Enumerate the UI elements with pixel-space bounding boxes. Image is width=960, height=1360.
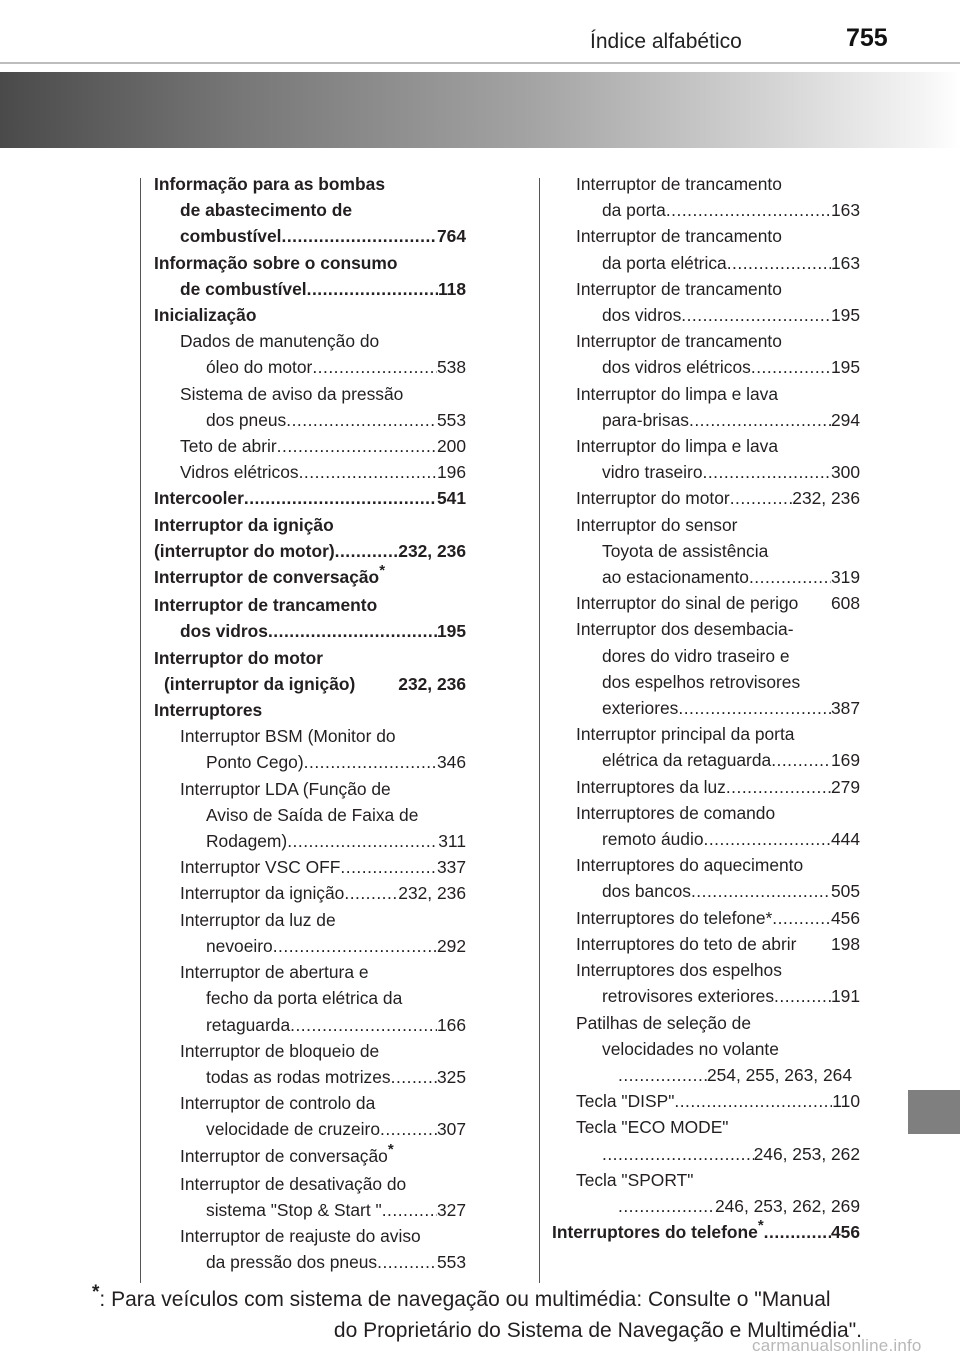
entry-text: de combustível xyxy=(180,278,307,299)
index-subentry xyxy=(576,1141,860,1167)
leader-dots xyxy=(290,1012,437,1038)
entry-text: vidro traseiro xyxy=(602,462,703,483)
index-subentry xyxy=(154,459,466,485)
entry-text: remoto áudio xyxy=(602,829,704,850)
entry-page: 254, 255, 263, 264 xyxy=(706,1064,852,1085)
index-entry: Interruptores xyxy=(154,700,263,721)
index-subentry xyxy=(576,459,860,485)
entry-page: 456 xyxy=(830,907,860,928)
entry-text: nevoeiro xyxy=(206,935,273,956)
index-subentry xyxy=(154,749,466,775)
entry-page: 319 xyxy=(830,567,860,588)
entry-text: Ponto Cego) xyxy=(206,752,304,773)
entry-page: 198 xyxy=(830,933,860,954)
entry-page: 307 xyxy=(436,1119,466,1140)
index-subentry xyxy=(576,197,860,223)
index-subentry xyxy=(576,931,860,957)
entry-text: (interruptor da ignição) xyxy=(164,673,356,694)
index-subentry: Interruptor de trancamento xyxy=(576,331,782,352)
footnote xyxy=(92,1282,862,1346)
entry-text: dos vidros xyxy=(602,305,682,326)
index-subentry: Patilhas de seleção de xyxy=(576,1012,751,1033)
entry-page: 195 xyxy=(830,357,860,378)
index-subentry xyxy=(154,433,466,459)
entry-page: 232, 236 xyxy=(792,488,860,509)
entry-text: Interruptores do teto de abrir xyxy=(576,933,797,954)
index-subentry xyxy=(576,590,860,616)
entry-text: (interruptor do motor) xyxy=(154,540,335,561)
index-subentry xyxy=(576,905,860,931)
index-subentry xyxy=(576,250,860,276)
entry-page: 200 xyxy=(436,436,466,457)
index-subentry xyxy=(154,354,466,380)
index-subentry: Interruptor de reajuste do aviso xyxy=(180,1226,421,1247)
footnote-marker: * xyxy=(757,1217,764,1235)
index-subentry: Interruptor de bloqueio de xyxy=(180,1040,380,1061)
leader-dots xyxy=(307,276,438,302)
index-subentry xyxy=(576,1062,860,1088)
leader-dots xyxy=(340,854,437,880)
leader-dots xyxy=(704,826,831,852)
entry-page: 196 xyxy=(436,462,466,483)
entry-page: 294 xyxy=(830,409,860,430)
leader-dots xyxy=(726,774,831,800)
index-entry: Informação para as bombas xyxy=(154,174,385,194)
leader-dots xyxy=(268,618,437,644)
entry-page: 608 xyxy=(830,593,860,614)
index-entry xyxy=(154,485,466,511)
entry-text: retrovisores exteriores xyxy=(602,986,775,1007)
leader-dots xyxy=(277,433,437,459)
index-subentry xyxy=(576,878,860,904)
running-header-title: Índice alfabético xyxy=(590,30,742,53)
index-subentry: Interruptor principal da porta xyxy=(576,724,795,745)
index-subentry xyxy=(576,564,860,590)
leader-dots xyxy=(751,354,831,380)
page-number: 755 xyxy=(846,24,888,52)
leader-dots xyxy=(244,485,437,511)
entry-page: 311 xyxy=(438,831,466,852)
index-subentry: Interruptores do aquecimento xyxy=(576,855,804,876)
entry-page: 279 xyxy=(830,776,860,797)
index-subentry: Tecla "ECO MODE" xyxy=(576,1117,729,1138)
column-rule-left xyxy=(140,178,141,1283)
leader-dots xyxy=(796,931,831,957)
index-subentry xyxy=(576,1088,860,1114)
entry-text: Interruptor de conversação xyxy=(154,567,380,588)
entry-text: exteriores xyxy=(602,698,679,719)
leader-dots xyxy=(335,538,399,564)
watermark: carmanualsonline.info xyxy=(752,1336,922,1355)
leader-dots xyxy=(380,1116,437,1142)
entry-text: Interruptores do telefone* xyxy=(576,907,773,928)
entry-page: 764 xyxy=(436,226,466,247)
entry-page: 232, 236 xyxy=(398,673,466,694)
index-entry xyxy=(154,618,466,644)
leader-dots xyxy=(681,302,831,328)
footnote-marker: * xyxy=(387,1140,394,1158)
leader-dots xyxy=(749,564,831,590)
index-subentry xyxy=(154,828,466,854)
entry-text: dos bancos xyxy=(602,881,691,902)
index-subentry xyxy=(576,983,860,1009)
entry-page: 232, 236 xyxy=(398,540,466,561)
leader-dots xyxy=(772,905,831,931)
entry-text: da pressão dos pneus xyxy=(206,1252,378,1273)
index-subentry xyxy=(576,302,860,328)
index-subentry: Interruptor LDA (Função de xyxy=(180,778,391,799)
entry-page: 232, 236 xyxy=(398,883,466,904)
index-subentry xyxy=(154,880,466,906)
index-subentry: Interruptor do limpa e lava xyxy=(576,436,779,457)
leader-dots xyxy=(391,1064,437,1090)
index-entry xyxy=(154,538,466,564)
entry-text: todas as rodas motrizes xyxy=(206,1066,391,1087)
entry-text: sistema "Stop & Start " xyxy=(206,1199,382,1220)
entry-text: Interruptor de conversação xyxy=(180,1145,388,1166)
leader-dots xyxy=(382,1197,437,1223)
entry-text: da porta xyxy=(602,200,666,221)
index-subentry xyxy=(576,354,860,380)
index-subentry xyxy=(154,1197,466,1223)
index-entry xyxy=(154,223,466,249)
entry-page: 505 xyxy=(830,881,860,902)
leader-dots xyxy=(771,747,831,773)
index-subentry: Interruptores de comando xyxy=(576,802,776,823)
footnote-marker: * xyxy=(92,1282,100,1303)
entry-text: Teto de abrir xyxy=(180,436,277,457)
entry-page: 346 xyxy=(436,752,466,773)
index-subentry: fecho da porta elétrica da xyxy=(206,988,403,1009)
leader-dots xyxy=(602,1141,754,1167)
entry-page: 195 xyxy=(830,305,860,326)
header-rule xyxy=(0,62,960,64)
index-entry: Interruptor do motor xyxy=(154,647,324,668)
leader-dots xyxy=(689,407,831,433)
index-subentry: Toyota de assistência xyxy=(602,540,769,561)
entry-page: 456 xyxy=(830,1222,860,1243)
entry-page: 292 xyxy=(436,935,466,956)
entry-page: 327 xyxy=(436,1199,466,1220)
index-entry: Inicialização xyxy=(154,305,257,326)
index-subentry: dos espelhos retrovisores xyxy=(602,671,801,692)
entry-text: dos vidros elétricos xyxy=(602,357,751,378)
leader-dots xyxy=(304,749,437,775)
index-subentry: Interruptor de controlo da xyxy=(180,1093,376,1114)
index-subentry: Sistema de aviso da pressão xyxy=(180,383,404,404)
index-subentry: Interruptor do limpa e lava xyxy=(576,383,779,404)
entry-page: 553 xyxy=(436,1252,466,1273)
leader-dots xyxy=(666,197,831,223)
index-subentry xyxy=(154,407,466,433)
index-subentry xyxy=(154,1249,466,1275)
entry-text: dos vidros xyxy=(180,621,268,642)
index-subentry: Interruptor de desativação do xyxy=(180,1173,407,1194)
entry-text: elétrica da retaguarda xyxy=(602,750,772,771)
leader-dots xyxy=(618,1062,707,1088)
entry-text: dos pneus xyxy=(206,409,287,430)
index-subentry xyxy=(154,1012,466,1038)
leader-dots xyxy=(287,828,438,854)
entry-page: 325 xyxy=(436,1066,466,1087)
leader-dots xyxy=(273,933,437,959)
entry-page: 387 xyxy=(830,698,860,719)
entry-text: da porta elétrica xyxy=(602,252,727,273)
section-banner xyxy=(0,72,960,148)
index-entry: Informação sobre o consumo xyxy=(154,252,398,273)
entry-text: Interruptor da ignição xyxy=(180,883,345,904)
entry-text: Interruptores da luz xyxy=(576,776,726,797)
footnote-line-2: do Proprietário do Sistema de Navegação e Multimédia". xyxy=(333,1319,862,1342)
entry-page: 110 xyxy=(832,1091,860,1112)
leader-dots xyxy=(312,354,437,380)
index-entry xyxy=(154,276,466,302)
entry-page: 118 xyxy=(437,278,466,299)
index-subentry: Interruptor dos desembacia- xyxy=(576,619,794,640)
index-subentry xyxy=(576,485,860,511)
entry-text: Rodagem) xyxy=(206,831,288,852)
entry-text: velocidade de cruzeiro xyxy=(206,1119,381,1140)
index-subentry: Interruptores dos espelhos xyxy=(576,960,782,981)
index-entry: de abastecimento de xyxy=(180,200,353,221)
entry-page: 444 xyxy=(830,829,860,850)
footnote-line-1: : Para veículos com sistema de navegação ou multimédia: Consulte o "Manual xyxy=(99,1288,831,1311)
index-subentry xyxy=(154,1064,466,1090)
index-subentry: Interruptor de trancamento xyxy=(576,278,782,299)
index-subentry xyxy=(576,1193,860,1219)
index-entry xyxy=(154,564,466,592)
leader-dots xyxy=(299,459,437,485)
leader-dots xyxy=(774,983,831,1009)
index-subentry xyxy=(154,933,466,959)
index-subentry xyxy=(576,747,860,773)
entry-page: 195 xyxy=(436,621,466,642)
leader-dots xyxy=(377,1249,437,1275)
index-subentry: Interruptor do sensor xyxy=(576,514,738,535)
leader-dots xyxy=(344,880,398,906)
leader-dots xyxy=(691,878,831,904)
leader-dots xyxy=(286,407,437,433)
index-entry: Interruptor da ignição xyxy=(154,514,334,535)
entry-page: 246, 253, 262, 269 xyxy=(714,1195,860,1216)
index-subentry: Aviso de Saída de Faixa de xyxy=(206,804,419,825)
index-subentry: Dados de manutenção do xyxy=(180,331,380,352)
entry-page: 538 xyxy=(436,357,466,378)
index-subentry xyxy=(576,695,860,721)
entry-page: 553 xyxy=(436,409,466,430)
leader-dots xyxy=(730,485,793,511)
index-entry: Interruptor de trancamento xyxy=(154,595,378,616)
entry-page: 169 xyxy=(830,750,860,771)
index-subentry: Interruptor de trancamento xyxy=(576,174,782,194)
entry-text: ao estacionamento xyxy=(602,567,749,588)
index-subentry: dores do vidro traseiro e xyxy=(602,645,790,666)
entry-page: 191 xyxy=(830,986,860,1007)
index-subentry: Interruptor BSM (Monitor do xyxy=(180,726,396,747)
index-subentry: Interruptor da luz de xyxy=(180,909,336,930)
leader-dots xyxy=(727,250,831,276)
leader-dots xyxy=(678,695,831,721)
index-subentry xyxy=(576,774,860,800)
entry-text: Intercooler xyxy=(154,488,244,509)
entry-text: Vidros elétricos xyxy=(180,462,299,483)
section-thumb-tab xyxy=(908,1090,960,1134)
index-subentry xyxy=(576,407,860,433)
index-subentry: Interruptor de abertura e xyxy=(180,962,369,983)
footnote-marker: * xyxy=(379,562,386,580)
index-entry xyxy=(552,1219,860,1247)
entry-page: 166 xyxy=(436,1014,466,1035)
index-subentry xyxy=(154,1140,466,1171)
column-rule-middle xyxy=(539,178,540,1283)
entry-page: 163 xyxy=(830,252,860,273)
index-subentry xyxy=(576,826,860,852)
entry-text: combustível xyxy=(180,226,282,247)
entry-page: 541 xyxy=(436,488,466,509)
index-column-left xyxy=(154,171,466,1276)
index-column-right xyxy=(552,171,860,1247)
entry-text: retaguarda xyxy=(206,1014,291,1035)
entry-text: Interruptor VSC OFF xyxy=(180,857,341,878)
entry-page: 300 xyxy=(830,462,860,483)
entry-text: Interruptor do motor xyxy=(576,488,730,509)
index-entry xyxy=(154,671,466,697)
entry-page: 246, 253, 262 xyxy=(753,1143,860,1164)
entry-page: 337 xyxy=(436,857,466,878)
leader-dots xyxy=(764,1219,831,1247)
index-subentry: Tecla "SPORT" xyxy=(576,1169,694,1190)
entry-text: para-brisas xyxy=(602,409,689,430)
index-subentry xyxy=(154,854,466,880)
entry-page: 163 xyxy=(830,200,860,221)
leader-dots xyxy=(798,590,831,616)
index-subentry: Interruptor de trancamento xyxy=(576,226,782,247)
leader-dots xyxy=(703,459,831,485)
leader-dots xyxy=(281,223,437,249)
entry-text: óleo do motor xyxy=(206,357,313,378)
leader-dots xyxy=(618,1193,715,1219)
entry-text: Interruptores do telefone* xyxy=(552,1217,764,1243)
index-subentry xyxy=(154,1116,466,1142)
entry-text: Interruptor do sinal de perigo xyxy=(576,593,799,614)
leader-dots xyxy=(355,671,398,697)
index-subentry: velocidades no volante xyxy=(602,1038,779,1059)
entry-text: Tecla "DISP" xyxy=(576,1091,675,1112)
leader-dots xyxy=(674,1088,832,1114)
